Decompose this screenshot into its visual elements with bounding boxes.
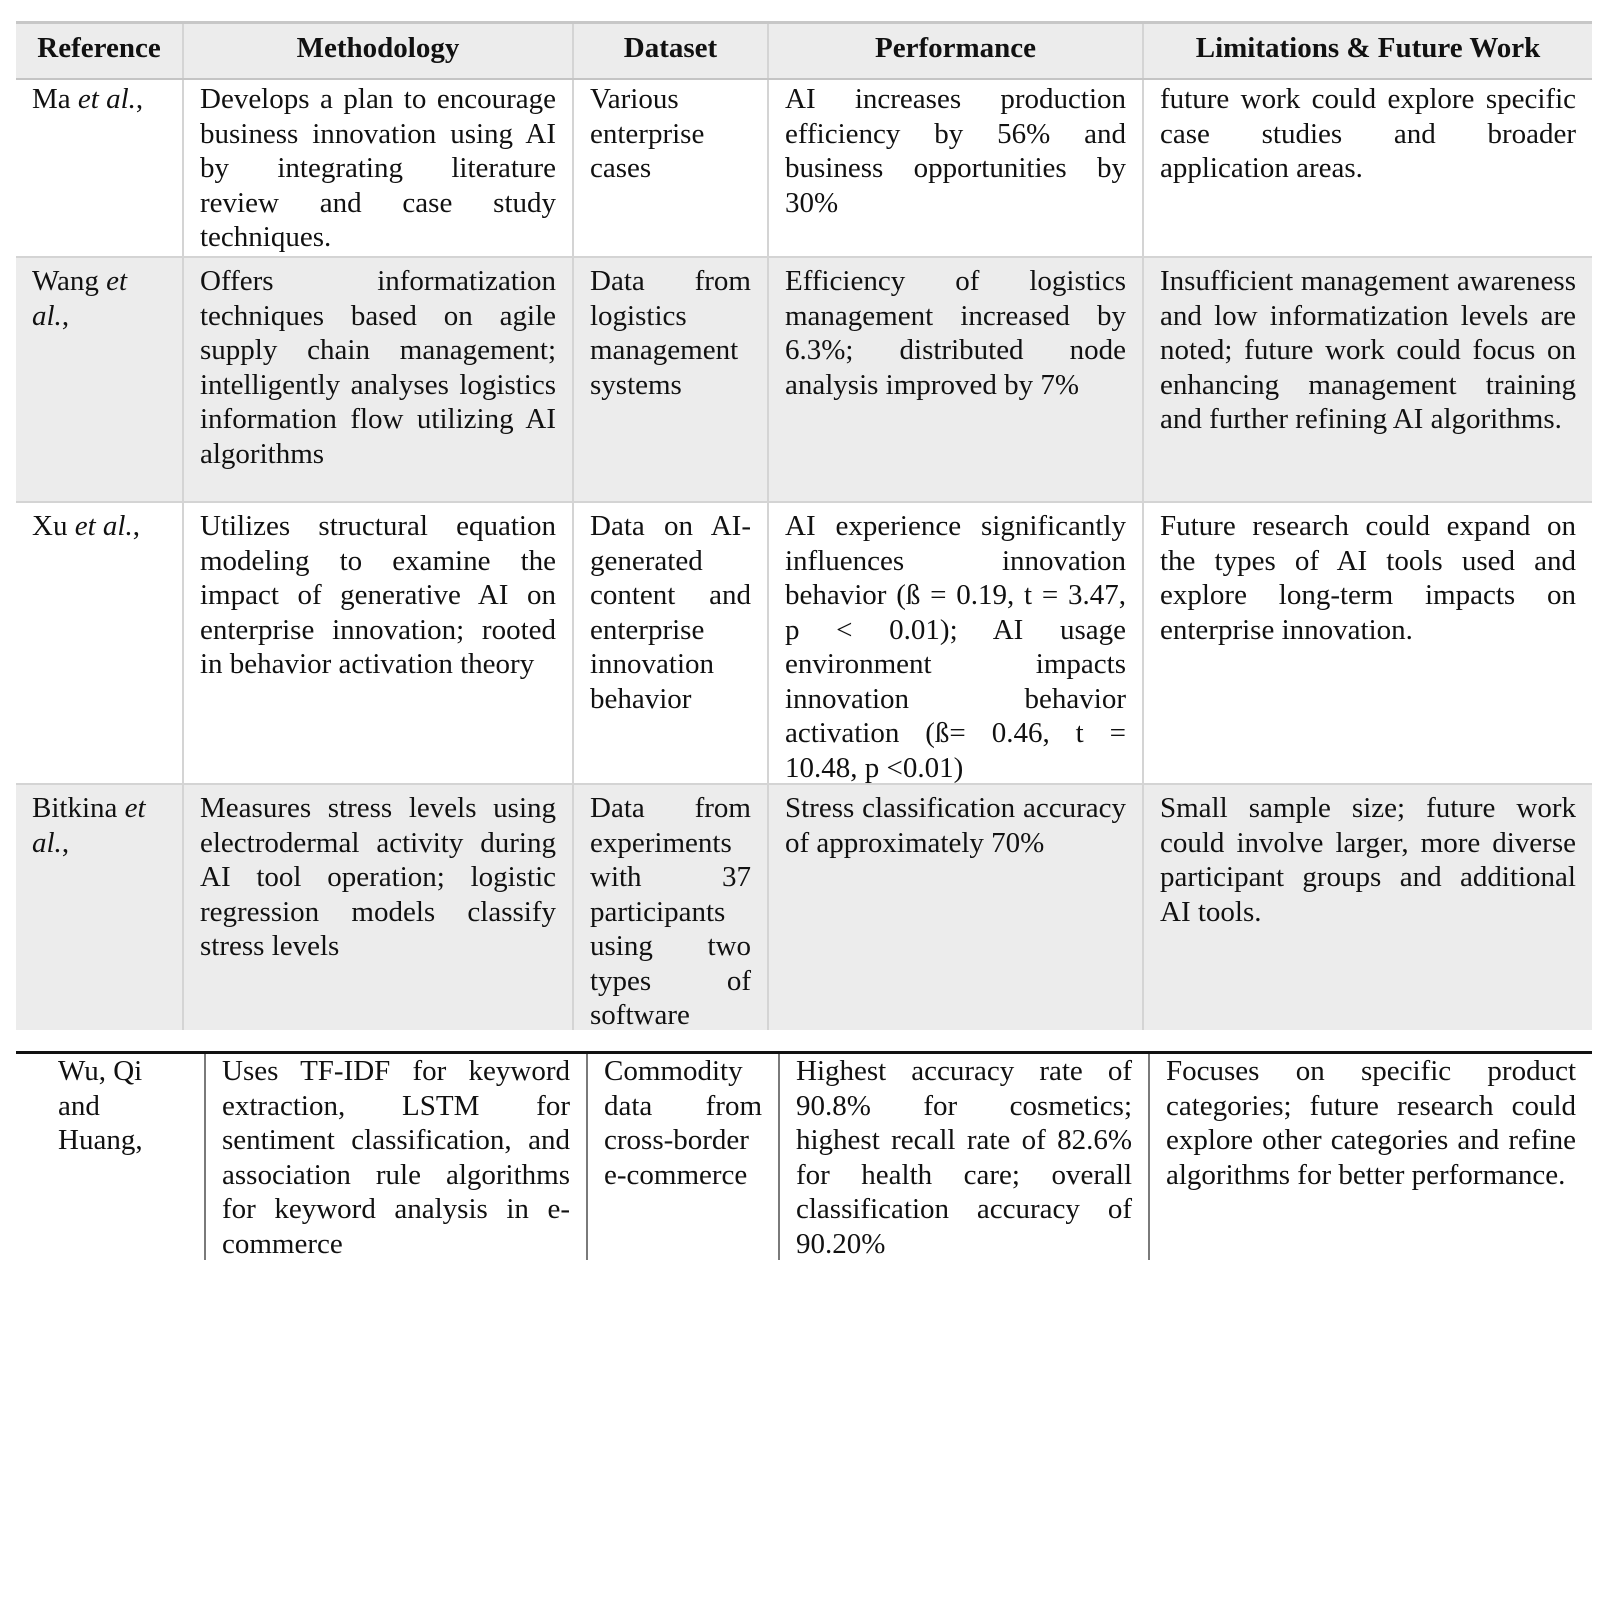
cell-reference: [16, 80, 182, 256]
ref-name: Xu: [32, 510, 75, 542]
literature-table-continued: [16, 1051, 1592, 1260]
cell-reference: [16, 503, 182, 783]
ref-etal: et al.: [32, 265, 128, 332]
ref-name: Bitkina: [32, 792, 125, 824]
cell-reference: [16, 258, 182, 501]
header-performance: Performance: [767, 24, 1142, 78]
table-row: [16, 783, 1592, 1030]
ref-suffix: ,: [61, 826, 70, 859]
table-row: [16, 1054, 1592, 1260]
ref-name: Wang: [32, 265, 107, 297]
cell-performance: AI experience significantly influences innovation behavior (ß = 0.19, t = 3.47, p < 0.01); AI usage environment impacts innovation behavior activation (ß= 0.46, t = 10.48, p <0.01): [767, 503, 1142, 783]
table-row: [16, 501, 1592, 783]
cell-dataset: Data from experiments with 37 participants using two types of software: [572, 785, 767, 1030]
cell-dataset: Various enterprise cases: [572, 80, 767, 256]
ref-suffix: ,: [132, 510, 140, 542]
ref-suffix: ,: [61, 299, 70, 332]
table-row: [16, 80, 1592, 256]
cell-limitations: Insufficient management awareness and low informatization levels are noted; future work could focus on enhancing management training and further refining AI algorithms.: [1142, 258, 1592, 501]
header-dataset: Dataset: [572, 24, 767, 78]
cell-performance: AI increases production efficiency by 56% and business opportunities by 30%: [767, 80, 1142, 256]
cell-dataset: Data on AI-generated content and enterprise innovation behavior: [572, 503, 767, 783]
ref-etal: et al.: [77, 83, 136, 115]
cell-limitations: Focuses on specific product categories; future research could explore other categories and refine algorithms for better performance.: [1148, 1054, 1592, 1260]
cell-reference: [16, 785, 182, 1030]
header-methodology: Methodology: [182, 24, 572, 78]
cell-dataset: Data from logistics management systems: [572, 258, 767, 501]
ref-name: Ma: [32, 83, 78, 115]
cell-limitations: Small sample size; future work could involve larger, more diverse participant groups and additional AI tools.: [1142, 785, 1592, 1030]
ref-etal: et al.: [74, 510, 133, 542]
ref-suffix: ,: [135, 83, 144, 115]
ref-etal: et al.: [32, 792, 146, 859]
cell-reference: Wu, Qi and Huang,: [58, 1055, 143, 1156]
cell-performance: Highest accuracy rate of 90.8% for cosmetics; highest recall rate of 82.6% for health care; overall classification accuracy of 90.20%: [778, 1054, 1148, 1260]
header-limitations: Limitations & Future Work: [1142, 24, 1592, 78]
cell-performance: Stress classification accuracy of approximately 70%: [767, 785, 1142, 1030]
cell-limitations: future work could explore specific case studies and broader application areas.: [1142, 80, 1592, 256]
table-header-row: [16, 24, 1592, 80]
cell-methodology: Offers informatization techniques based on agile supply chain management; intelligently analyses logistics information flow utilizing AI algorithms: [182, 258, 572, 501]
cell-methodology: Measures stress levels using electrodermal activity during AI tool operation; logistic regression models classify stress levels: [182, 785, 572, 1030]
header-reference: Reference: [37, 32, 161, 64]
cell-methodology: Uses TF-IDF for keyword extraction, LSTM for sentiment classification, and association rule algorithms for keyword analysis in e-commerce: [204, 1054, 586, 1260]
cell-methodology: Utilizes structural equation modeling to examine the impact of generative AI on enterprise innovation; rooted in behavior activation theory: [182, 503, 572, 783]
table-row: [16, 256, 1592, 501]
cell-performance: Efficiency of logistics management increased by 6.3%; distributed node analysis improved by 7%: [767, 258, 1142, 501]
literature-table: [16, 21, 1592, 1030]
cell-dataset: Commodity data from cross-border e-commerce: [586, 1054, 778, 1260]
cell-methodology: Develops a plan to encourage business innovation using AI by integrating literature review and case study techniques.: [182, 80, 572, 256]
cell-limitations: Future research could expand on the types of AI tools used and explore long-term impacts on enterprise innovation.: [1142, 503, 1592, 783]
